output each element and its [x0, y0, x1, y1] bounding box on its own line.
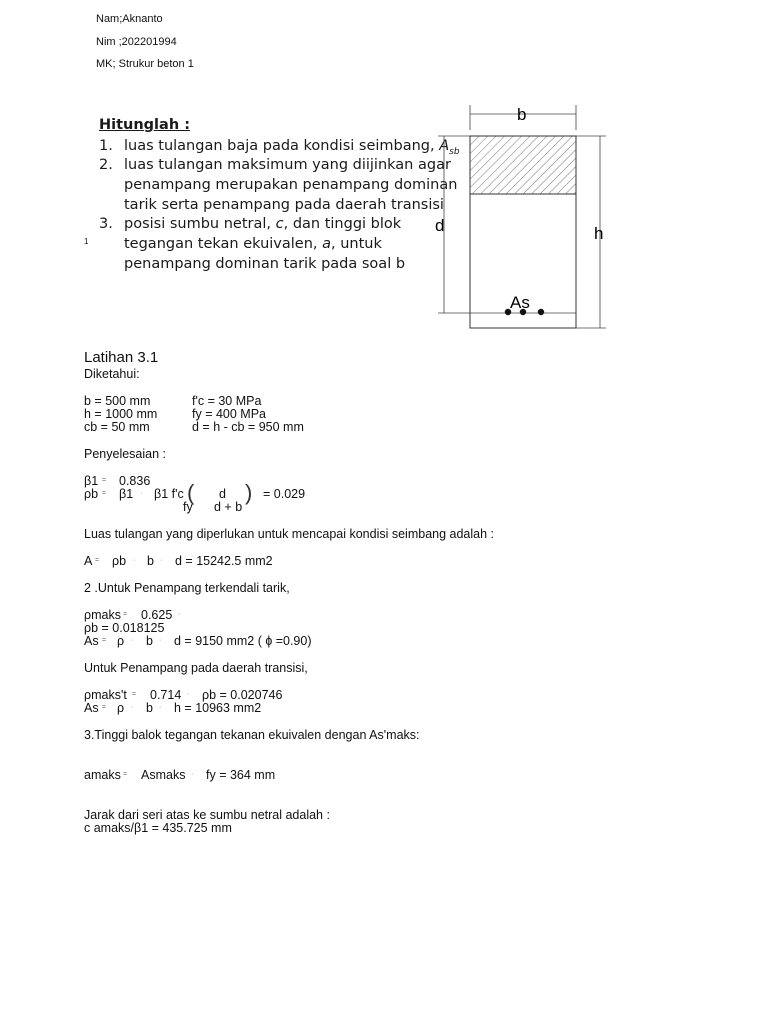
transition-heading: Untuk Penampang pada daerah transisi,	[84, 661, 308, 675]
as2-rho: ρ	[117, 701, 125, 715]
student-nim: Nim ;202201994	[96, 36, 177, 48]
task-title: Hitunglah :	[99, 117, 190, 133]
multiply-symbol: ·	[160, 557, 163, 564]
amaks-label: amaks	[84, 768, 121, 782]
rhob-numerator: d	[219, 487, 226, 501]
rhob-beta-fc: β1 f'c	[154, 487, 184, 501]
area-a-result: d = 15242.5 mm2	[175, 554, 273, 568]
multiply-symbol: ·	[140, 490, 143, 497]
task-item-1-number: 1.	[99, 138, 113, 154]
equals-symbol: =	[123, 611, 128, 618]
given-fc: f'c = 30 MPa	[192, 394, 262, 408]
rhomaks-value: 0.625	[141, 608, 173, 622]
right-bracket: )	[245, 480, 253, 505]
task-item-3-line-1: posisi sumbu netral, c, dan tinggi blok	[124, 216, 402, 232]
course-name: MK; Strukur beton 1	[96, 58, 194, 70]
multiply-symbol: ·	[133, 557, 136, 564]
section-2-heading: 2 .Untuk Penampang terkendali tarik,	[84, 581, 290, 595]
multiply-symbol: ·	[159, 704, 162, 711]
equals-symbol: =	[123, 771, 128, 778]
equals-symbol: =	[102, 637, 107, 644]
label-h: h	[594, 224, 604, 243]
equals-symbol: =	[95, 557, 100, 564]
given-d: d = h - cb = 950 mm	[192, 420, 304, 434]
equals-symbol: =	[132, 691, 137, 698]
beta1-label: β1	[84, 474, 99, 488]
beam-section-diagram	[430, 100, 615, 335]
as2-label: As	[84, 701, 99, 715]
student-name: Nam;Aknanto	[96, 13, 163, 25]
task-item-2-number: 2.	[99, 157, 113, 173]
as2-result: h = 10963 mm2	[174, 701, 262, 715]
multiply-symbol: ·	[178, 611, 181, 618]
as2-b: b	[146, 701, 153, 715]
rhomakst-value: 0.714	[150, 688, 182, 702]
as-b: b	[146, 634, 153, 648]
amaks-as: Asmaks	[141, 768, 186, 782]
task-item-3-number: 3.	[99, 216, 113, 232]
given-b: b = 500 mm	[84, 394, 151, 408]
multiply-symbol: ·	[131, 637, 134, 644]
rhomakst-label: ρmaks't	[84, 688, 127, 702]
task-item-3-line-2: tegangan tekan ekuivalen, a, untuk	[124, 236, 382, 252]
rhob-denominator: d + b	[214, 500, 243, 514]
rhob-line: ρb = 0.018125	[84, 621, 165, 635]
given-fy: fy = 400 MPa	[192, 407, 266, 421]
multiply-symbol: ·	[131, 704, 134, 711]
label-b: b	[517, 105, 527, 124]
given-cb: cb = 50 mm	[84, 420, 150, 434]
multiply-symbol: ·	[159, 637, 162, 644]
rebar-dot	[538, 309, 544, 315]
task-item-3-line-3: penampang dominan tarik pada soal b	[124, 256, 406, 272]
rhob-fy: fy	[183, 500, 193, 514]
c-line: c amaks/β1 = 435.725 mm	[84, 821, 232, 835]
rhob-result: = 0.029	[263, 487, 306, 501]
task-item-2-line-1: luas tulangan maksimum yang diijinkan agar	[124, 157, 451, 173]
given-h: h = 1000 mm	[84, 407, 158, 421]
rhob-label: ρb	[84, 487, 99, 501]
rhomaks-label: ρmaks	[84, 608, 121, 622]
task-item-2-line-2: penampang merupakan penampang dominan	[124, 177, 458, 193]
area-a-label: A	[84, 554, 93, 568]
side-mark: 1	[84, 237, 89, 246]
as-rho: ρ	[117, 634, 125, 648]
equals-symbol: =	[102, 704, 107, 711]
as-result: d = 9150 mm2 ( ɸ =0.90)	[174, 634, 312, 648]
equals-symbol: =	[102, 477, 107, 484]
as-label: As	[84, 634, 99, 648]
label-d: d	[435, 216, 445, 235]
distance-text: Jarak dari seri atas ke sumbu netral adalah :	[84, 808, 330, 822]
given-heading: Diketahui:	[84, 367, 140, 381]
area-a-b: b	[147, 554, 154, 568]
multiply-symbol: ·	[187, 691, 190, 698]
area-text: Luas tulangan yang diperlukan untuk mencapai kondisi seimbang adalah :	[84, 527, 495, 541]
rhomakst-rhob: ρb = 0.020746	[202, 688, 283, 702]
task-item-2-line-3: tarik serta penampang pada daerah transisi	[124, 197, 444, 213]
section-3-heading: 3.Tinggi balok tegangan tekanan ekuivalen dengan As'maks:	[84, 728, 420, 742]
rhob-beta: β1	[119, 487, 134, 501]
label-as: As	[510, 293, 530, 312]
equals-symbol: =	[102, 490, 107, 497]
area-a-rhob: ρb	[112, 554, 127, 568]
amaks-result: fy = 364 mm	[206, 768, 276, 782]
multiply-symbol: ·	[191, 771, 194, 778]
left-bracket: (	[187, 480, 195, 505]
section-title: Latihan 3.1	[84, 349, 159, 366]
solution-heading: Penyelesaian :	[84, 447, 167, 461]
task-item-1: luas tulangan baja pada kondisi seimbang, $A_{sb}$	[124, 138, 460, 157]
beta1-value: 0.836	[119, 474, 151, 488]
